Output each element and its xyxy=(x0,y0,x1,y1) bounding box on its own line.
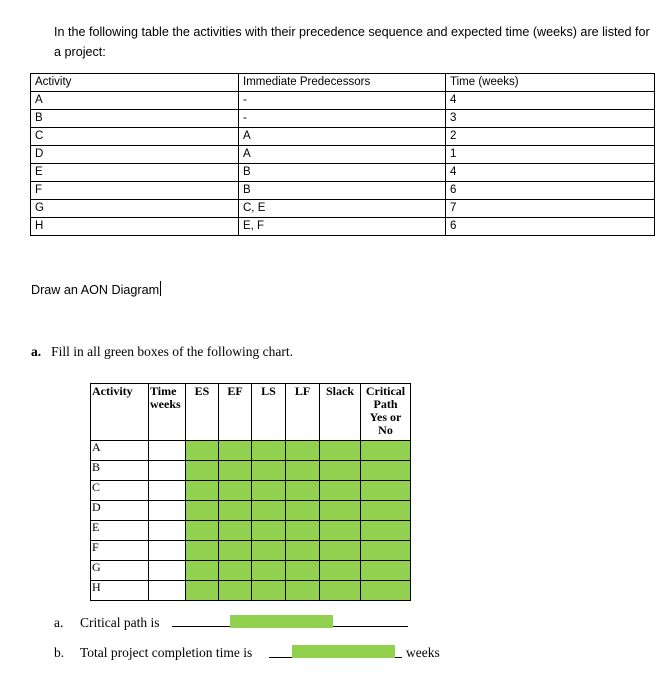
table-row xyxy=(31,164,655,182)
part-a-label: a. xyxy=(31,344,42,359)
time-input-cell[interactable] xyxy=(149,561,186,581)
activity-cell: G xyxy=(31,200,239,218)
es-input-cell[interactable] xyxy=(186,441,219,461)
critical-input-cell[interactable] xyxy=(361,481,411,501)
activity-cell: C xyxy=(91,481,149,501)
time-cell: 4 xyxy=(446,164,655,182)
time-input-cell[interactable] xyxy=(149,481,186,501)
predecessor-cell: A xyxy=(239,128,446,146)
time-cell: 6 xyxy=(446,218,655,236)
table-row xyxy=(31,200,655,218)
lf-input-cell[interactable] xyxy=(286,561,320,581)
activity-cell: B xyxy=(31,110,239,128)
es-input-cell[interactable] xyxy=(186,581,219,601)
slack-input-cell[interactable] xyxy=(320,561,361,581)
header-lf: LF xyxy=(286,384,320,441)
question-b-label: b. xyxy=(54,645,65,660)
table-row xyxy=(31,218,655,236)
time-input-cell[interactable] xyxy=(149,521,186,541)
critical-input-cell[interactable] xyxy=(361,561,411,581)
critical-input-cell[interactable] xyxy=(361,441,411,461)
activity-cell: E xyxy=(91,521,149,541)
slack-input-cell[interactable] xyxy=(320,501,361,521)
time-cell: 1 xyxy=(446,146,655,164)
ef-input-cell[interactable] xyxy=(219,581,252,601)
predecessor-cell: E, F xyxy=(239,218,446,236)
predecessor-cell: - xyxy=(239,110,446,128)
table-row xyxy=(91,461,411,481)
ls-input-cell[interactable] xyxy=(252,541,286,561)
activity-cell: F xyxy=(31,182,239,200)
ef-input-cell[interactable] xyxy=(219,541,252,561)
time-cell: 7 xyxy=(446,200,655,218)
es-input-cell[interactable] xyxy=(186,541,219,561)
ef-input-cell[interactable] xyxy=(219,501,252,521)
draw-prompt[interactable] xyxy=(31,281,161,297)
time-cell: 6 xyxy=(446,182,655,200)
activity-cell: H xyxy=(31,218,239,236)
intro-text: In the following table the activities with their precedence sequence and expected time (weeks) are listed for a project: xyxy=(54,25,650,59)
slack-input-cell[interactable] xyxy=(320,521,361,541)
table-row xyxy=(91,521,411,541)
question-b-text: Total project completion time is xyxy=(80,645,253,660)
slack-input-cell[interactable] xyxy=(320,581,361,601)
table-row xyxy=(31,182,655,200)
completion-time-answer-box[interactable] xyxy=(292,645,395,658)
weeks-suffix: weeks xyxy=(406,645,440,660)
critical-input-cell[interactable] xyxy=(361,501,411,521)
question-critical-path xyxy=(54,615,159,631)
time-input-cell[interactable] xyxy=(149,441,186,461)
predecessor-cell: B xyxy=(239,164,446,182)
time-cell: 4 xyxy=(446,92,655,110)
header-time-weeks: Time weeks xyxy=(149,384,186,441)
predecessor-cell: C, E xyxy=(239,200,446,218)
ef-input-cell[interactable] xyxy=(219,561,252,581)
ls-input-cell[interactable] xyxy=(252,561,286,581)
schedule-chart xyxy=(90,383,411,601)
ef-input-cell[interactable] xyxy=(219,441,252,461)
critical-input-cell[interactable] xyxy=(361,461,411,481)
header-ls: LS xyxy=(252,384,286,441)
es-input-cell[interactable] xyxy=(186,561,219,581)
header-time: Time (weeks) xyxy=(446,74,655,92)
ls-input-cell[interactable] xyxy=(252,521,286,541)
table-row xyxy=(31,92,655,110)
activity-table-header xyxy=(31,74,655,92)
table-row xyxy=(91,581,411,601)
ls-input-cell[interactable] xyxy=(252,441,286,461)
header-ef: EF xyxy=(219,384,252,441)
activity-cell: A xyxy=(91,441,149,461)
ef-input-cell[interactable] xyxy=(219,481,252,501)
lf-input-cell[interactable] xyxy=(286,581,320,601)
lf-input-cell[interactable] xyxy=(286,441,320,461)
table-row xyxy=(31,110,655,128)
table-row xyxy=(31,128,655,146)
table-row xyxy=(91,541,411,561)
activity-cell: C xyxy=(31,128,239,146)
slack-input-cell[interactable] xyxy=(320,461,361,481)
header-critical-path: Critical Path Yes or No xyxy=(361,384,411,441)
lf-input-cell[interactable] xyxy=(286,481,320,501)
text-cursor xyxy=(160,281,161,296)
es-input-cell[interactable] xyxy=(186,461,219,481)
slack-input-cell[interactable] xyxy=(320,441,361,461)
table-row xyxy=(91,481,411,501)
header-activity: Activity xyxy=(91,384,149,441)
lf-input-cell[interactable] xyxy=(286,521,320,541)
es-input-cell[interactable] xyxy=(186,501,219,521)
part-a-text: Fill in all green boxes of the following chart. xyxy=(51,344,293,359)
table-row xyxy=(91,561,411,581)
slack-input-cell[interactable] xyxy=(320,481,361,501)
activity-cell: A xyxy=(31,92,239,110)
predecessor-cell: B xyxy=(239,182,446,200)
header-predecessors: Immediate Predecessors xyxy=(239,74,446,92)
part-a-instruction xyxy=(31,344,293,360)
activity-cell: H xyxy=(91,581,149,601)
time-cell: 2 xyxy=(446,128,655,146)
slack-input-cell[interactable] xyxy=(320,541,361,561)
question-a-label: a. xyxy=(54,615,64,630)
activity-cell: D xyxy=(91,501,149,521)
time-input-cell[interactable] xyxy=(149,501,186,521)
ls-input-cell[interactable] xyxy=(252,461,286,481)
lf-input-cell[interactable] xyxy=(286,501,320,521)
ef-input-cell[interactable] xyxy=(219,521,252,541)
es-input-cell[interactable] xyxy=(186,481,219,501)
critical-path-answer-box[interactable] xyxy=(230,615,333,628)
ls-input-cell[interactable] xyxy=(252,581,286,601)
activity-cell: E xyxy=(31,164,239,182)
time-input-cell[interactable] xyxy=(149,581,186,601)
activity-cell: G xyxy=(91,561,149,581)
time-input-cell[interactable] xyxy=(149,461,186,481)
critical-input-cell[interactable] xyxy=(361,521,411,541)
ef-input-cell[interactable] xyxy=(219,461,252,481)
predecessor-cell: - xyxy=(239,92,446,110)
lf-input-cell[interactable] xyxy=(286,461,320,481)
time-cell: 3 xyxy=(446,110,655,128)
header-activity: Activity xyxy=(31,74,239,92)
draw-prompt-text: Draw an AON Diagram xyxy=(31,283,160,297)
lf-input-cell[interactable] xyxy=(286,541,320,561)
time-input-cell[interactable] xyxy=(149,541,186,561)
schedule-header xyxy=(91,384,411,441)
activity-table xyxy=(30,73,655,236)
predecessor-cell: A xyxy=(239,146,446,164)
critical-input-cell[interactable] xyxy=(361,541,411,561)
activity-cell: B xyxy=(91,461,149,481)
ls-input-cell[interactable] xyxy=(252,501,286,521)
header-es: ES xyxy=(186,384,219,441)
table-row xyxy=(91,501,411,521)
question-a-text: Critical path is xyxy=(80,615,160,630)
table-row xyxy=(91,441,411,461)
activity-cell: D xyxy=(31,146,239,164)
table-row xyxy=(31,146,655,164)
activity-cell: F xyxy=(91,541,149,561)
ls-input-cell[interactable] xyxy=(252,481,286,501)
es-input-cell[interactable] xyxy=(186,521,219,541)
header-slack: Slack xyxy=(320,384,361,441)
critical-input-cell[interactable] xyxy=(361,581,411,601)
question-completion-time xyxy=(54,645,252,661)
